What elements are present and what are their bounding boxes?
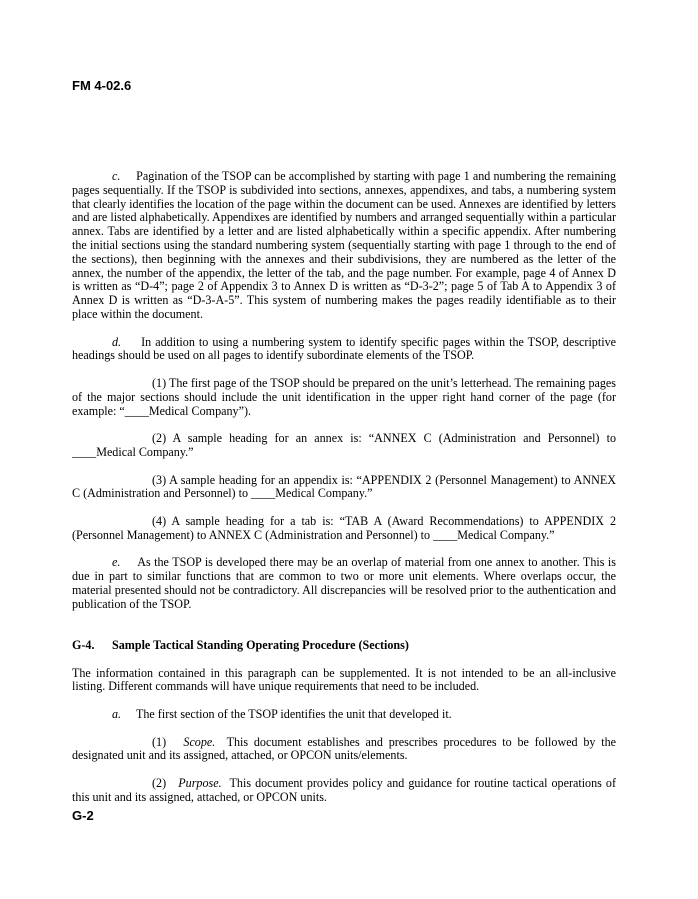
section-intro: The information contained in this paragraph can be supplemented. It is not intended to be an all-inclusive listing. Different commands will have unique requirements that need to be included. xyxy=(72,665,616,694)
section-a1-label: Scope. xyxy=(183,734,216,749)
section-a2-label: Purpose. xyxy=(178,776,222,791)
section-a2-number: (2) xyxy=(152,776,167,791)
paragraph-d4: (4) A sample heading for a tab is: “TAB A (Award Recommendations) to APPENDIX 2 (Personnel Management) to ANNEX C (Administration and Personnel) to ____Medical Company.” xyxy=(72,513,616,542)
paragraph-d1: (1) The first page of the TSOP should be prepared on the unit’s letterhead. The remaining pages of the major sections should include the unit identification in the upper right hand corner of the page (for example: “____Medical Company”). xyxy=(72,375,616,418)
section-a1-number: (1) xyxy=(152,734,167,749)
paragraph-e xyxy=(72,556,616,611)
section-paragraph-a1 xyxy=(72,736,616,764)
section-paragraph-a2 xyxy=(72,777,616,805)
page-body xyxy=(72,170,616,805)
section-paragraph-a xyxy=(72,708,616,722)
paragraph-d-text: In addition to using a numbering system to identify specific pages within the TSOP, descriptive headings should be used on all pages to identify subordinate elements of the TSOP. xyxy=(72,334,616,363)
paragraph-d2: (2) A sample heading for an annex is: “ANNEX C (Administration and Personnel) to ____Medical Company.” xyxy=(72,431,616,459)
section-a-text: The first section of the TSOP identifies the unit that developed it. xyxy=(135,707,452,722)
section-title: Sample Tactical Standing Operating Procedure (Sections) xyxy=(112,638,409,653)
paragraph-d3: (3) A sample heading for an appendix is: “APPENDIX 2 (Personnel Management) to ANNEX C (Administration and Personnel) to ____Medical Company.” xyxy=(72,472,616,501)
paragraph-c xyxy=(72,170,616,322)
section-a1-text: This document establishes and prescribes procedures to be followed by the designated unit and its assigned, attached, or OPCON units/elements. xyxy=(72,734,616,763)
section-number: G-4. xyxy=(72,638,95,653)
section-heading xyxy=(72,639,616,653)
paragraph-d xyxy=(72,336,616,364)
page-footer: G-2 xyxy=(72,808,94,823)
page-header: FM 4-02.6 xyxy=(72,78,132,93)
section-a-marker: a. xyxy=(112,707,122,722)
section-a2-text: This document provides policy and guidance for routine tactical operations of this unit and its assigned, attached, or OPCON units. xyxy=(72,776,616,804)
paragraph-c-marker: c. xyxy=(112,169,121,183)
paragraph-d-marker: d. xyxy=(112,334,122,349)
paragraph-c-text: Pagination of the TSOP can be accomplished by starting with page 1 and numbering the remaining pages sequentially. If the TSOP is subdivided into sections, annexes, appendixes, and tabs, a numbering system that clearly identifies the location of the page within the document can be used. Annexes are identified by letters and are listed alphabetically. Appendixes are identified by numbers and arranged sequentially within a particular annex. Tabs are identified by a letter and are listed alphabetically within a specific appendix. After numbering the initial sections using the standard numbering system (sequentially starting with page 1 through to the end of the sections), then beginning with the annexes and their subdivisions, they are numbered as the letter of the annex, the number of the appendix, the letter of the tab, and the page number. For example, page 4 of Annex D is written as “D-4”; page 2 of Appendix 3 to Annex D is written as “D-3-2”; page 5 of Tab A to Appendix 3 of Annex D is written as “D-3-A-5”. This system of numbering makes the pages readily identifiable as to their place within the document. xyxy=(72,169,616,321)
paragraph-e-text: As the TSOP is developed there may be an overlap of material from one annex to another. This is due in part to similar functions that are common to two or more unit elements. Where overlaps occur, the material presented should not be contradictory. All discrepancies will be resolved prior to the authentication and publication of the TSOP. xyxy=(72,555,616,611)
paragraph-e-marker: e. xyxy=(112,555,121,570)
